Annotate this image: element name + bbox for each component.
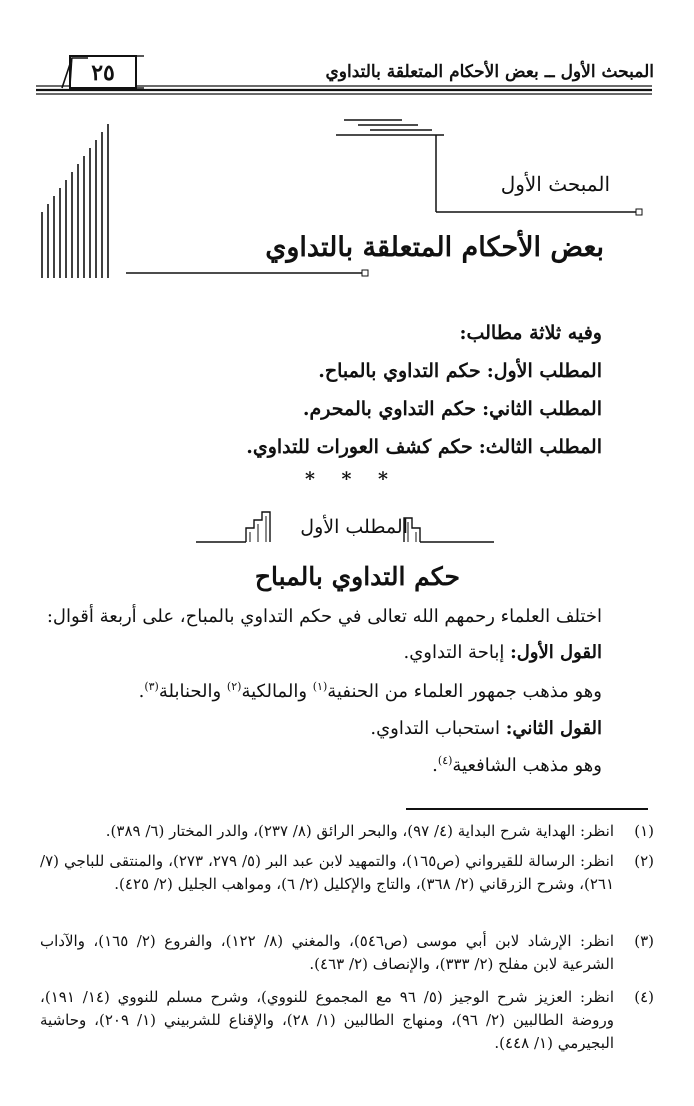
intro-item-key: المطلب الأول: (486, 360, 602, 382)
footnote-number: (١) (634, 822, 654, 840)
page-number: ٢٥ (91, 60, 115, 86)
footnote-2 (40, 850, 654, 896)
opinion-key: القول الثاني: (505, 718, 602, 739)
body-paragraph-4 (370, 718, 602, 739)
opinion-text: استحباب التداوي. (370, 718, 500, 739)
body-paragraph-2 (403, 642, 602, 663)
footnote-number: (٢) (634, 852, 654, 870)
section-title: حكم التداوي بالمباح (254, 562, 460, 591)
body-text: وهو مذهب جمهور العلماء من الحنفية (327, 681, 602, 702)
footnote-text: انظر: الإرشاد لابن أبي موسى (ص٥٤٦)، والمغني (٨/ ١٢٢)، والفروع (٢/ ١٦٥)، والآداب الشرعية لابن مفلح (٢/ ٣٣٣)، والإنصاف (٢/ ٤٦٣). (40, 932, 615, 973)
footnote-ref: (٢) (226, 680, 242, 693)
intro-item-text: حكم التداوي بالمباح. (318, 360, 481, 382)
footnote-text: انظر: الرسالة للقيرواني (ص١٦٥)، والتمهيد لابن عبد البر (٥/ ٢٧٩، ٢٧٣)، والمنتقى للباجي (٧/ ٢٦١)، وشرح الزرقاني (٢/ ٣٦٨)، والتاج والإكليل (٢/ ٦)، ومواهب الجليل (٢/ ٤٢٥). (40, 852, 614, 893)
separator-stars: * * * (304, 468, 398, 490)
opinion-text: إباحة التداوي. (403, 642, 505, 663)
intro-item-key: المطلب الثالث: (478, 436, 602, 458)
body-text: والمالكية (241, 681, 308, 702)
intro-item-key: المطلب الثاني: (482, 398, 602, 420)
intro-item-text: حكم التداوي بالمحرم. (302, 398, 477, 420)
intro-item-2 (303, 398, 602, 420)
footnote-ref: (٣) (144, 680, 159, 693)
body-paragraph-3 (139, 680, 602, 702)
intro-item-3 (246, 436, 602, 458)
body-text: . (138, 681, 145, 702)
chapter-kicker: المبحث الأول (500, 172, 610, 196)
body-paragraph-1: اختلف العلماء رحمهم الله تعالى في حكم التداوي بالمباح، على أربعة أقوال: (46, 606, 602, 627)
footnote-number: (٤) (634, 988, 654, 1006)
chapter-title: بعض الأحكام المتعلقة بالتداوي (265, 232, 604, 263)
intro-lead: وفيه ثلاثة مطالب: (459, 322, 602, 344)
footnote-ref: (١) (312, 680, 328, 693)
footnote-text: انظر: العزيز شرح الوجيز (٥/ ٩٦ مع المجموع للنووي)، وشرح مسلم للنووي (١٤/ ١٩١)، وروضة الطالبين (٢/ ٩٦)، ومنهاج الطالبين (١/ ٢٨)، والإقناع للشربيني (١/ ٢٠٩)، وحاشية البجيرمي (١/ ٤٤٨). (40, 988, 615, 1052)
running-header-title: المبحث الأول ــ بعض الأحكام المتعلقة بالتداوي (325, 62, 654, 82)
intro-item-text: حكم كشف العورات للتداوي. (246, 436, 473, 458)
footnote-1 (40, 820, 654, 843)
footnote-number: (٣) (634, 932, 654, 950)
body-text: . (432, 755, 438, 776)
footnote-ref: (٤) (437, 754, 453, 767)
body-paragraph-5 (432, 754, 602, 776)
footnote-3 (40, 930, 654, 976)
footnote-4 (40, 986, 654, 1055)
footnote-text: انظر: الهداية شرح البداية (٤/ ٩٧)، والبحر الرائق (٨/ ٢٣٧)، والدر المختار (٦/ ٣٨٩). (105, 822, 614, 840)
body-text: وهو مذهب الشافعية (452, 755, 602, 776)
footnote-rule (406, 808, 648, 810)
intro-item-1 (318, 360, 602, 382)
opinion-key: القول الأول: (510, 642, 602, 663)
section-kicker: المطلب الأول (300, 516, 408, 538)
body-text: والحنابلة (158, 681, 222, 702)
